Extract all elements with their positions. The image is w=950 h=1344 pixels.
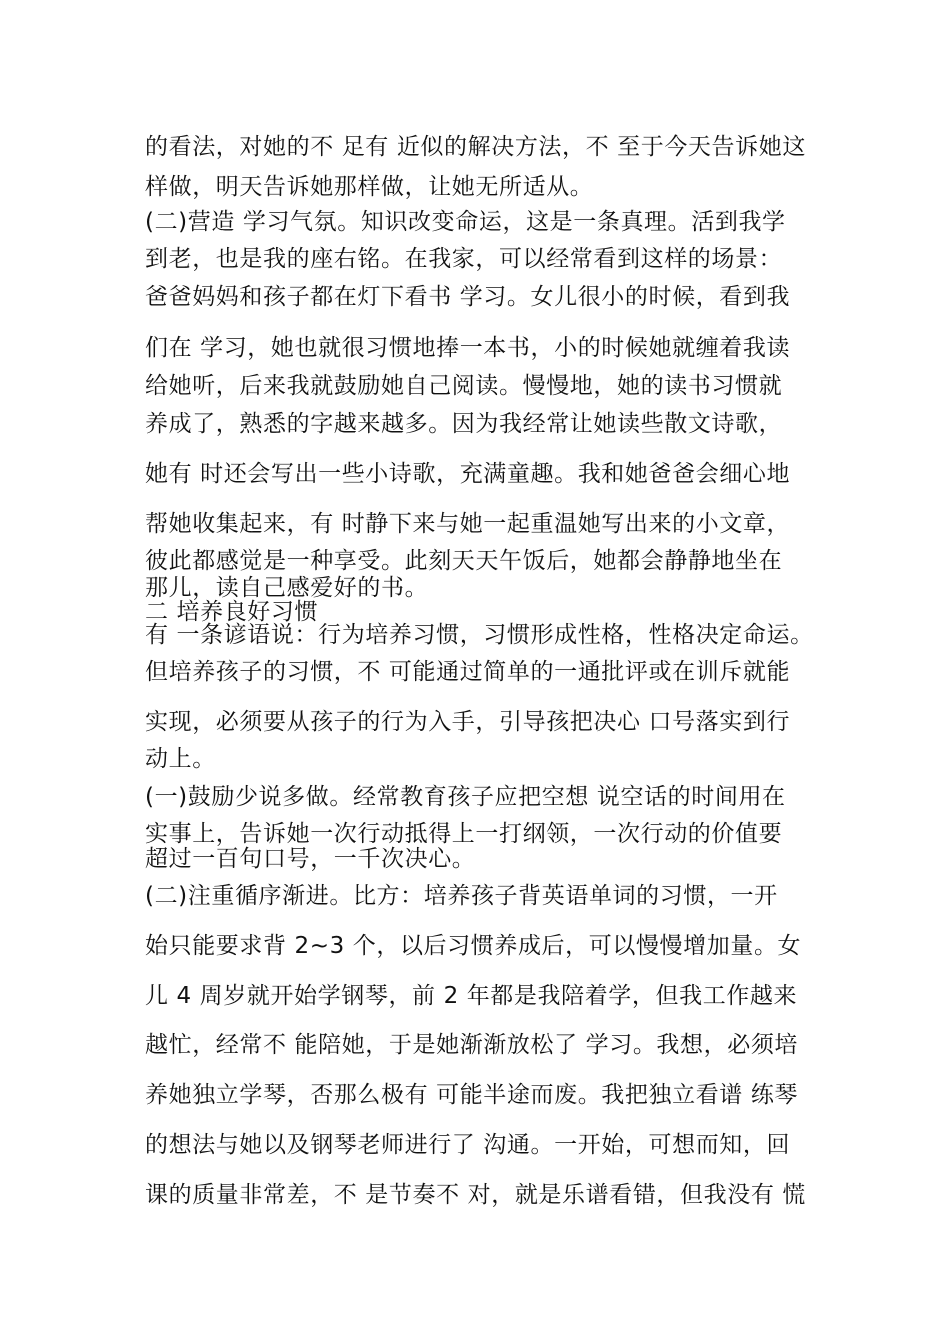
text-line: 实事上，告诉她一次行动抵得上一打纲领，一次行动的价值要: [145, 821, 783, 847]
text-line: 到老，也是我的座右铭。在我家，可以经常看到这样的场景：: [145, 246, 783, 272]
text-line: 儿 4 周岁就开始学钢琴，前 2 年都是我陪着学，但我工作越来: [145, 983, 798, 1009]
text-line: 给她听，后来我就鼓励她自己阅读。慢慢地，她的读书习惯就: [145, 373, 783, 399]
text-line: 但培养孩子的习惯，不 可能通过简单的一通批评或在训斥就能: [145, 659, 791, 685]
text-line: 们在 学习，她也就很习惯地捧一本书，小的时候她就缠着我读: [145, 335, 791, 361]
text-line: 的看法，对她的不 足有 近似的解决方法，不 至于今天告诉她这: [145, 134, 806, 160]
text-line: (一)鼓励少说多做。经常教育孩子应把空想 说空话的时间用在: [145, 784, 786, 810]
text-line: 始只能要求背 2~3 个，以后习惯养成后，可以慢慢增加量。女: [145, 933, 802, 959]
text-line: 那儿，读自己感爱好的书。: [145, 575, 429, 601]
text-line: 课的质量非常差，不 是节奏不 对，就是乐谱看错，但我没有 慌: [145, 1182, 806, 1208]
section-heading: 二 培养良好习惯: [145, 599, 319, 625]
text-line: 彼此都感觉是一种享受。此刻天天午饭后，她都会静静地坐在: [145, 548, 783, 574]
text-line: 的想法与她以及钢琴老师进行了 沟通。一开始，可想而知，回: [145, 1132, 791, 1158]
text-line: (二)营造 学习气氛。知识改变命运，这是一条真理。活到我学: [145, 209, 786, 235]
text-line: 样做，明天告诉她那样做，让她无所适从。: [145, 174, 594, 200]
text-line: (二)注重循序渐进。比方：培养孩子背英语单词的习惯，一开: [145, 883, 778, 909]
text-line: 她有 时还会写出一些小诗歌，充满童趣。我和她爸爸会细心地: [145, 461, 791, 487]
text-line: 超过一百句口号，一千次决心。: [145, 846, 476, 872]
text-line: 动上。: [145, 746, 216, 772]
text-line: 爸爸妈妈和孩子都在灯下看书 学习。女儿很小的时候，看到我: [145, 284, 791, 310]
text-line: 养成了，熟悉的字越来越多。因为我经常让她读些散文诗歌，: [145, 411, 783, 437]
text-line: 实现，必须要从孩子的行为入手，引导孩把决心 口号落实到行: [145, 709, 791, 735]
text-line: 帮她收集起来，有 时静下来与她一起重温她写出来的小文章，: [145, 511, 791, 537]
text-line: 越忙，经常不 能陪她，于是她渐渐放松了 学习。我想，必须培: [145, 1032, 799, 1058]
text-line: 有 一条谚语说：行为培养习惯，习惯形成性格，性格决定命运。: [145, 622, 814, 648]
text-line: 养她独立学琴，否那么极有 可能半途而废。我把独立看谱 练琴: [145, 1082, 799, 1108]
